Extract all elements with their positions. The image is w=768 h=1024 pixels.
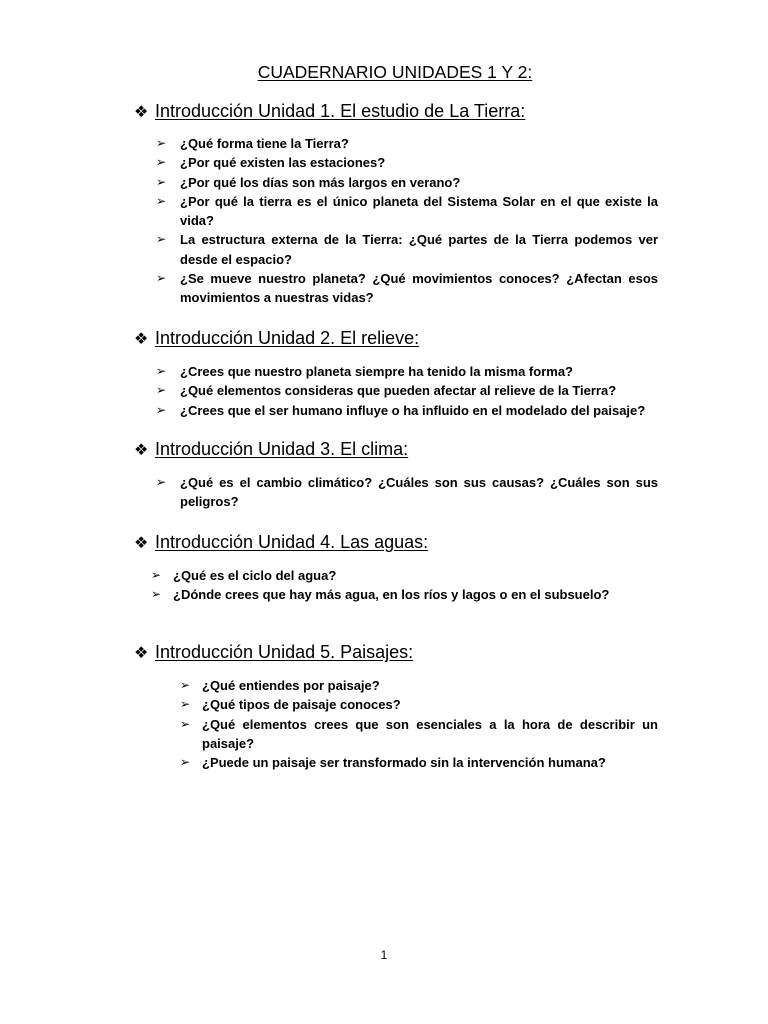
section-heading <box>134 642 413 663</box>
arrowhead-bullet-icon: ➢ <box>151 568 162 582</box>
question-text: ¿Qué es el ciclo del agua? <box>173 568 337 583</box>
arrowhead-bullet-icon: ➢ <box>156 271 167 286</box>
question-item <box>156 381 658 400</box>
question-item <box>156 362 658 381</box>
question-item <box>156 473 658 512</box>
section-heading-text: Introducción Unidad 2. El relieve: <box>155 328 420 348</box>
diamond-bullet-icon: ❖ <box>134 441 149 459</box>
question-list-unidad-3 <box>156 473 658 512</box>
question-item <box>156 153 658 172</box>
section-heading <box>134 532 428 553</box>
question-item <box>180 715 658 754</box>
question-text: ¿Se mueve nuestro planeta? ¿Qué movimientos conoces? ¿Afectan esos movimientos a nuestras vidas? <box>180 271 658 306</box>
page-number: 1 <box>380 948 388 962</box>
arrowhead-bullet-icon: ➢ <box>151 587 162 602</box>
question-item <box>156 173 658 192</box>
question-text: ¿Qué elementos crees que son esenciales a la hora de describir un paisaje? <box>202 716 658 751</box>
question-list-unidad-1 <box>156 134 658 308</box>
arrowhead-bullet-icon: ➢ <box>156 193 167 208</box>
question-text: ¿Por qué existen las estaciones? <box>180 155 386 171</box>
section-heading <box>134 101 525 122</box>
section-heading-text: Introducción Unidad 1. El estudio de La Tierra: <box>155 101 526 121</box>
question-item <box>156 134 658 153</box>
section-heading <box>134 439 408 460</box>
arrowhead-bullet-icon: ➢ <box>156 155 167 170</box>
section-unidad-4 <box>134 532 428 553</box>
question-text: ¿Por qué los días son más largos en verano? <box>180 174 461 190</box>
arrowhead-bullet-icon: ➢ <box>180 697 191 712</box>
diamond-bullet-icon: ❖ <box>134 644 149 662</box>
diamond-bullet-icon: ❖ <box>134 330 149 348</box>
question-list-unidad-5 <box>180 676 658 772</box>
question-text: ¿Dónde crees que hay más agua, en los ríos y lagos o en el subsuelo? <box>173 587 610 603</box>
arrowhead-bullet-icon: ➢ <box>180 716 191 731</box>
section-heading <box>134 328 419 349</box>
question-text: ¿Qué elementos consideras que pueden afectar al relieve de la Tierra? <box>180 383 617 399</box>
arrowhead-bullet-icon: ➢ <box>156 383 167 398</box>
question-text: ¿Crees que el ser humano influye o ha influido en el modelado del paisaje? <box>180 402 646 418</box>
section-heading-text: Introducción Unidad 5. Paisajes: <box>155 642 414 662</box>
question-item <box>156 269 658 308</box>
question-list-unidad-2 <box>156 362 658 420</box>
arrowhead-bullet-icon: ➢ <box>180 678 191 692</box>
question-item <box>151 566 671 585</box>
question-item <box>156 192 658 231</box>
question-item <box>156 230 658 269</box>
diamond-bullet-icon: ❖ <box>134 534 149 552</box>
question-item <box>156 401 658 420</box>
diamond-bullet-icon: ❖ <box>134 103 149 121</box>
question-text: ¿Qué es el cambio climático? ¿Cuáles son sus causas? ¿Cuáles son sus peligros? <box>180 475 658 510</box>
question-item <box>180 676 658 695</box>
question-text: ¿Qué entiendes por paisaje? <box>202 678 380 693</box>
section-unidad-5 <box>134 642 413 663</box>
arrowhead-bullet-icon: ➢ <box>156 402 167 417</box>
question-text: ¿Qué tipos de paisaje conoces? <box>202 697 401 713</box>
question-text: ¿Puede un paisaje ser transformado sin la intervención humana? <box>202 755 606 771</box>
arrowhead-bullet-icon: ➢ <box>156 475 167 489</box>
section-unidad-3 <box>134 439 408 460</box>
arrowhead-bullet-icon: ➢ <box>156 364 167 378</box>
arrowhead-bullet-icon: ➢ <box>156 174 167 189</box>
page-title: CUADERNARIO UNIDADES 1 Y 2: <box>257 62 533 82</box>
question-text: ¿Por qué la tierra es el único planeta del Sistema Solar en el que existe la vida? <box>180 193 658 229</box>
arrowhead-bullet-icon: ➢ <box>156 232 167 247</box>
question-list-unidad-4 <box>151 566 671 605</box>
section-heading-text: Introducción Unidad 3. El clima: <box>155 439 409 459</box>
section-unidad-2 <box>134 328 419 349</box>
question-item <box>151 585 671 604</box>
question-text: ¿Crees que nuestro planeta siempre ha tenido la misma forma? <box>180 364 573 379</box>
question-text: ¿Qué forma tiene la Tierra? <box>180 136 349 151</box>
question-item <box>180 695 658 714</box>
section-unidad-1 <box>134 101 525 122</box>
question-text: La estructura externa de la Tierra: ¿Qué partes de la Tierra podemos ver desde el espacio? <box>180 232 658 267</box>
arrowhead-bullet-icon: ➢ <box>180 755 191 770</box>
arrowhead-bullet-icon: ➢ <box>156 136 167 150</box>
question-item <box>180 753 658 772</box>
section-heading-text: Introducción Unidad 4. Las aguas: <box>155 532 429 552</box>
